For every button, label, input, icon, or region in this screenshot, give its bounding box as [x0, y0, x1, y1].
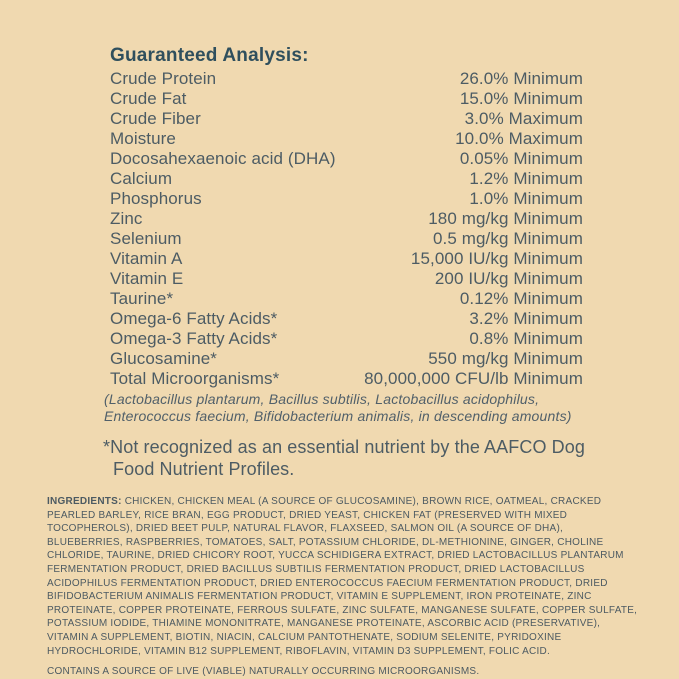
table-row [110, 329, 583, 349]
nutrient-name: Selenium [110, 229, 182, 248]
nutrient-name: Crude Fiber [110, 109, 201, 128]
nutrient-value: 80,000,000 CFU/lb Minimum [364, 369, 583, 388]
nutrient-name: Docosahexaenoic acid (DHA) [110, 149, 336, 168]
nutrient-value: 3.0% Maximum [464, 109, 583, 128]
table-row [110, 309, 583, 329]
nutrient-value: 180 mg/kg Minimum [428, 209, 583, 228]
aafco-footnote: *Not recognized as an essential nutrient by the AAFCO Dog Food Nutrient Profiles. [103, 437, 585, 479]
nutrient-name: Taurine* [110, 289, 174, 308]
nutrient-name: Calcium [110, 169, 173, 188]
nutrient-value: 10.0% Maximum [455, 129, 583, 148]
nutrient-value: 0.12% Minimum [459, 289, 583, 308]
nutrient-value: 1.0% Minimum [469, 189, 583, 208]
table-row [110, 249, 583, 269]
guaranteed-analysis-section [103, 45, 585, 480]
nutrient-value: 1.2% Minimum [469, 169, 583, 188]
nutrient-name: Crude Fat [110, 89, 187, 108]
table-row [110, 289, 583, 309]
table-row [110, 89, 583, 109]
table-row [110, 209, 583, 229]
ingredients-label: INGREDIENTS: [47, 496, 122, 507]
nutrient-value: 15,000 IU/kg Minimum [410, 249, 583, 268]
table-row [110, 369, 583, 389]
nutrient-name: Vitamin A [110, 249, 183, 268]
nutrient-value: 0.8% Minimum [469, 329, 583, 348]
contains-statement: CONTAINS A SOURCE OF LIVE (VIABLE) NATURALLY OCCURRING MICROORGANISMS. [47, 666, 480, 678]
nutrient-name: Crude Protein [110, 69, 217, 88]
table-row [110, 149, 583, 169]
nutrient-name: Phosphorus [110, 189, 202, 208]
table-row [110, 169, 583, 189]
nutrient-name: Omega-6 Fatty Acids* [110, 309, 278, 328]
table-row [110, 69, 583, 89]
table-row [110, 109, 583, 129]
nutrient-value: 15.0% Minimum [459, 89, 583, 108]
guaranteed-analysis-title: Guaranteed Analysis: [110, 45, 309, 66]
nutrient-value: 26.0% Minimum [459, 69, 583, 88]
ingredients-text: CHICKEN, CHICKEN MEAL (A SOURCE OF GLUCOSAMINE), BROWN RICE, OATMEAL, CRACKED PEARLED BARLEY, RICE BRAN, EGG PRODUCT, DRIED YEAST, CHICKEN FAT (PRESERVED WITH MIXED TOCOPHEROLS), DRIED BEET PULP, NATURAL FLAVOR, FLAXSEED, SALMON OIL (A SOURCE OF DHA), BLUEBERRIES, RASPBERRIES, TOMATOES, SALT, POTASSIUM CHLORIDE, DL-METHIONINE, GINGER, CHOLINE CHLORIDE, TAURINE, DRIED CHICORY ROOT, YUCCA SCHIDIGERA EXTRACT, DRIED LACTOBACILLUS PLANTARUM FERMENTATION PRODUCT, DRIED BACILLUS SUBTILIS FERMENTATION PRODUCT, DRIED LACTOBACILLUS ACIDOPHILUS FERMENTATION PRODUCT, DRIED ENTEROCOCCUS FAECIUM FERMENTATION PRODUCT, DRIED BIFIDOBACTERIUM ANIMALIS FERMENTATION PRODUCT, VITAMIN E SUPPLEMENT, IRON PROTEINATE, ZINC PROTEINATE, COPPER PROTEINATE, FERROUS SULFATE, ZINC SULFATE, MANGANESE SULFATE, COPPER SULFATE, POTASSIUM IODIDE, THIAMINE MONONITRATE, MANGANESE PROTEINATE, ASCORBIC ACID (PRESERVATIVE), VITAMIN A SUPPLEMENT, BIOTIN, NIACIN, CALCIUM PANTOTHENATE, SODIUM SELENITE, PYRIDOXINE HYDROCHLORIDE, VITAMIN B12 SUPPLEMENT, RIBOFLAVIN, VITAMIN D3 SUPPLEMENT, FOLIC ACID. [47, 496, 638, 657]
microorganisms-species-note: (Lactobacillus plantarum, Bacillus subtilis, Lactobacillus acidophilus, Enterococcus faecium, Bifidobacterium animalis, in descending amounts) [104, 391, 572, 424]
nutrient-name: Total Microorganisms* [110, 369, 280, 388]
nutrient-value: 3.2% Minimum [469, 309, 583, 328]
nutrient-name: Moisture [110, 129, 176, 148]
table-row [110, 129, 583, 149]
table-row [110, 229, 583, 249]
nutrient-value: 0.5 mg/kg Minimum [432, 229, 583, 248]
table-row [110, 189, 583, 209]
nutrient-name: Glucosamine* [110, 349, 218, 368]
guaranteed-analysis-table [110, 69, 583, 389]
nutrient-value: 550 mg/kg Minimum [428, 349, 583, 368]
nutrient-name: Zinc [110, 209, 143, 228]
nutrient-name: Vitamin E [110, 269, 184, 288]
table-row [110, 349, 583, 369]
ingredients-section [47, 495, 638, 679]
nutrient-value: 0.05% Minimum [459, 149, 583, 168]
ingredients-paragraph [47, 495, 638, 658]
nutrient-name: Omega-3 Fatty Acids* [110, 329, 278, 348]
nutrient-value: 200 IU/kg Minimum [434, 269, 583, 288]
table-row [110, 269, 583, 289]
